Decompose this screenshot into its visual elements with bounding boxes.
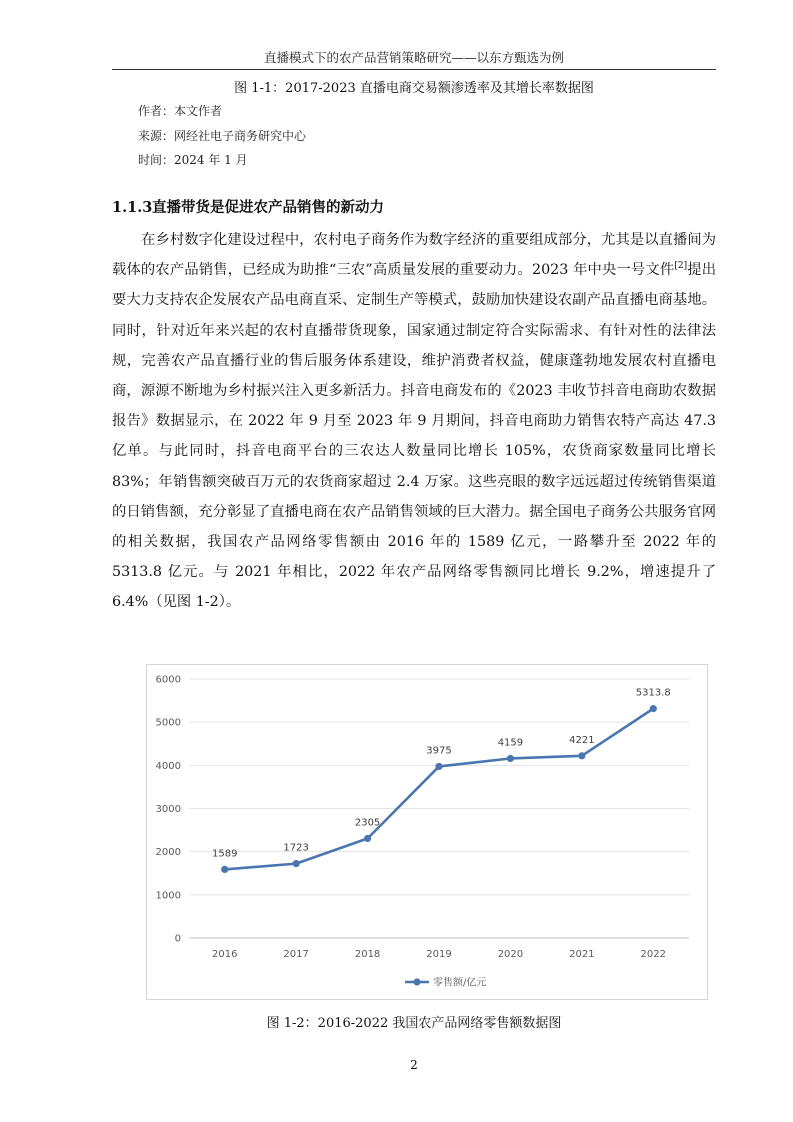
y-tick-label: 5000 — [155, 717, 181, 729]
y-tick-label: 4000 — [155, 760, 181, 772]
data-label: 2305 — [354, 817, 381, 829]
paragraph-part-1: 在乡村数字化建设过程中，农村电子商务作为数字经济的重要组成部分，尤其是以直播间为载体的农产品销售，已经成为助推“三农”高质量发展的重要动力。2023 年中央一号文件 — [112, 232, 716, 279]
data-label: 5313.8 — [635, 687, 671, 699]
citation-reference[interactable]: [2] — [674, 261, 688, 272]
y-tick-label: 3000 — [155, 804, 181, 815]
y-tick-label: 2000 — [155, 847, 181, 859]
x-tick-label: 2020 — [497, 949, 524, 960]
line-chart-svg — [147, 665, 707, 999]
legend-label: 零售额/亿元 — [433, 977, 487, 989]
data-point — [507, 755, 514, 762]
line-chart — [146, 664, 708, 1000]
figure-source: 来源：网经社电子商务研究中心 — [138, 129, 307, 143]
x-tick-label: 2022 — [640, 949, 667, 960]
data-point — [578, 752, 585, 759]
data-point — [650, 705, 657, 712]
data-label: 1723 — [283, 842, 309, 854]
data-point — [435, 763, 442, 770]
y-tick-label: 6000 — [155, 674, 181, 686]
section-number: 1.1.3 — [112, 199, 153, 216]
figure-1-1-caption: 图 1-1：2017-2023 直播电商交易额渗透率及其增长率数据图 — [234, 81, 594, 96]
x-tick-label: 2019 — [426, 949, 452, 960]
data-label: 3975 — [426, 745, 452, 757]
x-tick-label: 2017 — [283, 949, 309, 960]
y-tick-label: 0 — [174, 933, 181, 945]
figure-1-2-caption: 图 1-2：2016-2022 我国农产品网络零售额数据图 — [266, 1016, 562, 1031]
body-paragraph — [112, 225, 716, 618]
data-label: 4221 — [569, 734, 595, 746]
paragraph-part-2: 提出要大力支持农企发展农产品电商直采、定制生产等模式，鼓励加快建设农副产品直播电商基地。同时，针对近年来兴起的农村直播带货现象，国家通过制定符合实际需求、有针对性的法律法规，完善农产品直播行业的售后服务体系建设，维护消费者权益，健康蓬勃地发展农村直播电商，源源不断地为乡村振兴注入更多新活力。抖音电商发布的《2023 丰收节抖音电商助农数据报告》数据显示，在 2022 年 9 月至 2023 年 9 月期间，抖音电商助力销售农特产高达 47.3 亿单。与此同时，抖音电商平台的三农达人数量同比增长 105%，农货商家数量同比增长 83%；年销售额突破百万元的农货商家超过 2.4 万家。这些亮眼的数字远远超过传统销售渠道的日销售额，充分彰显了直播电商在农产品销售领域的巨大潜力。据全国电子商务公共服务官网的相关数据，我国农产品网络零售额由 2016 年的 1589 亿元，一路攀升至 2022 年的 5313.8 亿元。与 2021 年相比，2022 年农产品网络零售额同比增长 9.2%，增速提升了 6.4%（见图 1-2）。 — [112, 262, 717, 611]
figure-author: 作者：本文作者 — [138, 104, 223, 118]
header-rule — [112, 69, 716, 70]
section-heading — [112, 196, 384, 217]
data-point — [364, 835, 371, 842]
section-title: 直播带货是促进农产品销售的新动力 — [152, 199, 384, 216]
running-header: 直播模式下的农产品营销策略研究——以东方甄选为例 — [263, 50, 564, 65]
figure-time: 时间：2024 年 1 月 — [138, 153, 248, 167]
x-tick-label: 2021 — [569, 949, 595, 960]
x-tick-label: 2018 — [354, 949, 381, 960]
data-point — [293, 860, 300, 867]
data-label: 4159 — [497, 737, 524, 749]
legend-marker — [413, 978, 420, 985]
data-label: 1589 — [211, 848, 238, 860]
data-point — [221, 866, 228, 873]
x-tick-label: 2016 — [211, 949, 238, 960]
page-number: 2 — [410, 1058, 418, 1072]
y-tick-label: 1000 — [155, 890, 181, 902]
